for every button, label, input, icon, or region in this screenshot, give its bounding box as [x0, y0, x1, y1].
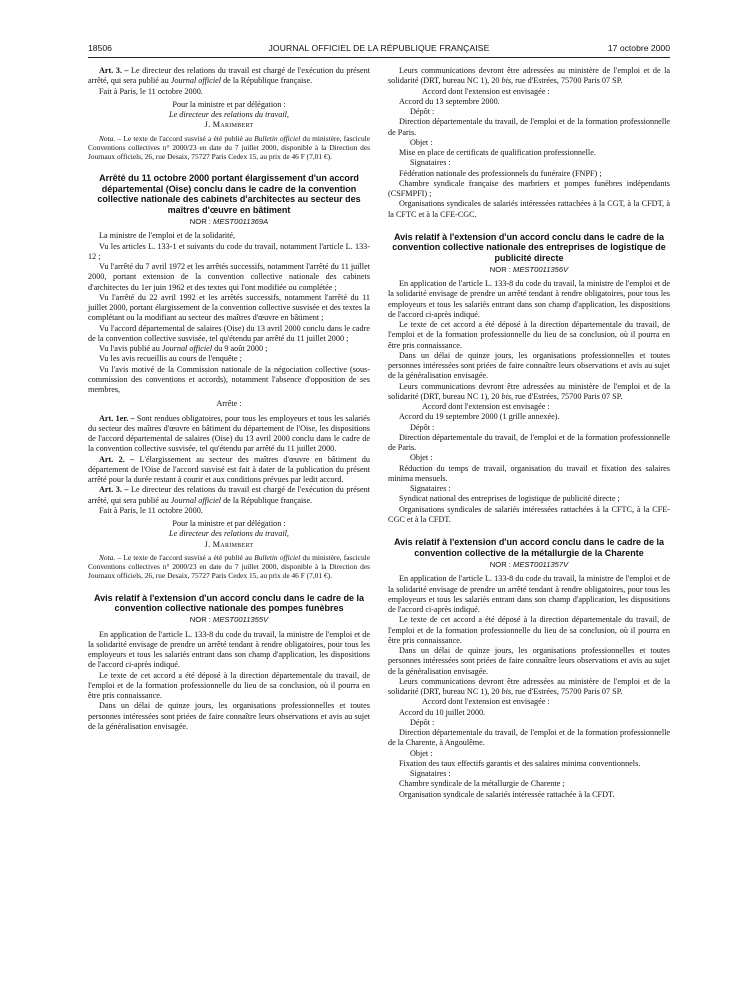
avis-2-depot-label: Dépôt :: [410, 422, 435, 432]
page-number: 18506: [88, 43, 112, 53]
avis-logistique-title: Avis relatif à l'extension d'un accord conclu dans le cadre de la convention collective nationale des entreprises de logistique de publicité directe: [392, 231, 666, 263]
ministre-line: La ministre de l'emploi et de la solidarité,: [99, 231, 236, 241]
signature-name-2: J. Marimbert: [204, 539, 254, 549]
avis-2-paragraph-1: En application de l'article L. 133-8 du code du travail, la ministre de l'emploi et de la solidarité envisage de prendre un arrêté tendant à rendre obligatoires, pour tous les employeurs et tous les salariés entrant dans son champ d'application, les dispositions de l'accord ci-après indiqué.: [388, 279, 670, 319]
nota-note-2: Nota. – Le texte de l'accord susvisé a été publié au Bulletin officiel du ministère, fascicule Conventions collectives n° 2000/23 en date du 7 juillet 2000, disponible à la Direction des Journaux officiels, 26, rue Desaix, 75727 Paris Cedex 15, au prix de 46 F (7,01 €).: [88, 552, 370, 581]
avis-3-signataire-1: Chambre syndicale de la métallurgie de Charente ;: [399, 779, 565, 789]
visa-6: Vu les avis recueillis au cours de l'enquête ;: [99, 354, 242, 364]
avis-3-paragraph-1: En application de l'article L. 133-8 du code du travail, la ministre de l'emploi et de la solidarité envisage de prendre un arrêté tendant à rendre obligatoires, pour tous les employeurs et tous les salariés entrant dans son champ d'application, les dispositions de l'accord ci-après indiqué.: [388, 574, 670, 615]
avis-2-paragraph-4: Leurs communications devront être adressées au ministère de l'emploi et de la solidarité (DRT, bureau NC 1), 20 bis, rue d'Estrées, 75700 Paris 07 SP.: [388, 381, 670, 401]
visa-4: Vu l'accord départemental de salaires (Oise) du 13 avril 2000 conclu dans le cadre de la convention collective susvisée, tel qu'étendu par arrêté du 11 juillet 2000 ;: [88, 323, 370, 343]
avis-2-paragraph-3: Dans un délai de quinze jours, les organisations professionnelles et toutes personnes intéressées sont priées de faire connaître leurs observations et avis au sujet de la généralisation envisagée.: [388, 350, 670, 381]
signature-delegation: Pour la ministre et par délégation :: [172, 99, 286, 109]
visa-2: Vu l'arrêté du 7 avril 1972 et les arrêtés successifs, notamment l'arrêté du 11 juillet 2000, portant extension de la convention collective nationale des cabinets d'architectes du 1er juin 1962 et des textes qui l'ont modifiée ou complétée ;: [88, 262, 370, 292]
right-column: [388, 66, 670, 800]
avis-1-objet-label: Objet :: [410, 137, 433, 147]
signature-name: J. Marimbert: [204, 120, 254, 130]
nor-reference-4: NOR : MEST0011357V: [489, 560, 569, 570]
avis-1-paragraph-2: Le texte de cet accord a été déposé à la direction départementale du travail, de l'emploi et de la formation professionnelle du lieu de sa conclusion, où il pourra en être pris connaissance.: [88, 670, 370, 701]
avis-3-paragraph-2: Le texte de cet accord a été déposé à la direction départementale du travail, de l'emploi et de la formation professionnelle du lieu de sa conclusion, où il pourra en être pris connaissance.: [388, 615, 670, 645]
nota-note: Nota. – Le texte de l'accord susvisé a été publié au Bulletin officiel du ministère, fascicule Conventions collectives n° 2000/23 en date du 7 juillet 2000, disponible à la Direction des Journaux officiels, 26, rue Desaix, 75727 Paris Cedex 15, au prix de 46 F (7,01 €).: [88, 133, 370, 162]
signature-title: Le directeur des relations du travail,: [169, 110, 289, 119]
avis-2-paragraph-2: Le texte de cet accord a été déposé à la direction départementale du travail, de l'emploi et de la formation professionnelle du lieu de sa conclusion, où il pourra en être pris connaissance.: [388, 320, 670, 350]
avis-1-accord-label: Accord dont l'extension est envisagée :: [422, 86, 550, 96]
avis-1-depot-label: Dépôt :: [410, 107, 435, 116]
avis-3-depot-label: Dépôt :: [410, 717, 435, 727]
visa-1: Vu les articles L. 133-1 et suivants du code du travail, notamment l'article L. 133-12 ;: [88, 241, 370, 261]
visa-3: Vu l'arrêté du 22 avril 1992 et les arrêtés successifs, notamment l'arrêté du 11 juillet 2000, portant élargissement de la convention collective susvisée et des textes la complétant ou la modifiant au secteur des maîtres d'œuvre en bâtiment ;: [88, 292, 370, 323]
article-1: Art. 1er. – Sont rendues obligatoires, pour tous les employeurs et tous les salariés du secteur des maîtres d'œuvre en bâtiment du département de l'Oise, les dispositions de l'accord départemental de salaires (Oise) du 13 avril 2000 conclu dans le cadre de la convention collective susvisée, tel qu'étendu par arrêté du 11 juillet 2000.: [88, 413, 370, 454]
article-3-first: Art. 3. – Le directeur des relations du travail est chargé de l'exécution du présent arrêté, qui sera publié au Journal officiel de la République française.: [88, 66, 370, 86]
avis-2-signataires-label: Signataires :: [410, 484, 451, 494]
avis-1-signataire-1: Fédération nationale des professionnels du funéraire (FNPF) ;: [399, 168, 602, 178]
fait-a-paris-2: Fait à Paris, le 11 octobre 2000.: [99, 505, 203, 515]
signature-title-2: Le directeur des relations du travail,: [169, 529, 289, 539]
avis-1-signataires-label: Signataires :: [410, 158, 451, 168]
avis-2-objet-text: Réduction du temps de travail, organisation du travail et fixation des salaires minima mensuels.: [388, 463, 670, 483]
avis-1-accord-text: Accord du 13 septembre 2000.: [399, 96, 500, 106]
avis-2-signataire-2: Organisations syndicales de salariés intéressées rattachées à la CFTC, à la CFE-CGC et à la CFDT.: [388, 504, 670, 524]
visa-5: Vu l'avis publié au Journal officiel du 9 août 2000 ;: [99, 344, 268, 354]
article-3-second: Art. 3. – Le directeur des relations du travail est chargé de l'exécution du présent arrêté, qui sera publié au Journal officiel de la République française.: [88, 485, 370, 505]
avis-3-signataire-2: Organisation syndicale de salariés intéressée rattachée à la CFDT.: [399, 789, 615, 799]
header-rule: [88, 57, 670, 58]
avis-1-paragraph-3: Dans un délai de quinze jours, les organisations professionnelles et toutes personnes intéressées sont priées de faire connaître leurs observations et avis au sujet de la généralisation envisagée.: [88, 701, 370, 731]
avis-3-objet-text: Fixation des taux effectifs garantis et des salaires minima conventionnels.: [399, 758, 641, 768]
avis-1-objet-text: Mise en place de certificats de qualification professionnelle.: [399, 148, 596, 157]
fait-a-paris: Fait à Paris, le 11 octobre 2000.: [99, 86, 203, 96]
avis-2-accord-text: Accord du 19 septembre 2000 (1 grille annexée).: [399, 412, 560, 422]
avis-2-objet-label: Objet :: [410, 453, 433, 463]
page-header: [88, 43, 670, 57]
avis-3-depot-text: Direction départementale du travail, de l'emploi et de la formation professionnelle de la Charente, à Angoulême.: [388, 728, 670, 748]
nor-reference-3: NOR : MEST0011356V: [489, 264, 569, 274]
avis-metallurgie-title: Avis relatif à l'extension d'un accord conclu dans le cadre de la convention collective de la métallurgie de la Charente: [393, 537, 665, 558]
article-2: Art. 2. – L'élargissement au secteur des maîtres d'œuvre en bâtiment du département de l'Oise de l'accord susvisé est fait à dater de la publication du présent arrêté pour la durée restant à courir et aux conditions prévues par ledit accord.: [88, 454, 370, 485]
avis-3-paragraph-3: Dans un délai de quinze jours, les organisations professionnelles et toutes personnes intéressées sont priées de faire connaître leurs observations et avis au sujet de la généralisation envisagée.: [388, 646, 670, 676]
avis-3-signataires-label: Signataires :: [410, 769, 451, 779]
avis-1-signataire-2: Chambre syndicale française des marbriers et pompes funèbres indépendants (CSFMPFI) ;: [388, 178, 670, 198]
arrete-heading: Arrête :: [216, 399, 242, 409]
avis-1-signataire-3: Organisations syndicales de salariés intéressées rattachées à la CGT, à la CFDT, à la CFTC et à la CFE-CGC.: [388, 199, 670, 219]
left-column: [88, 66, 370, 732]
signature-delegation-2: Pour la ministre et par délégation :: [172, 519, 286, 529]
nor-reference: NOR : MEST0011369A: [189, 217, 269, 227]
avis-3-objet-label: Objet :: [410, 748, 433, 758]
avis-3-paragraph-4: Leurs communications devront être adressées au ministère de l'emploi et de la solidarité (DRT, bureau NC 1), 20 bis, rue d'Estrées, 75700 Paris 07 SP.: [388, 676, 670, 697]
avis-1-depot-text: Direction départementale du travail, de l'emploi et de la formation professionnelle de Paris.: [388, 117, 670, 137]
avis-3-accord-text: Accord du 10 juillet 2000.: [399, 707, 486, 717]
visa-7: Vu l'avis motivé de la Commission nationale de la négociation collective (sous-commission des conventions et accords), notamment l'absence d'opposition de ses membres,: [88, 364, 370, 395]
avis-1-paragraph-4: Leurs communications devront être adressées au ministère de l'emploi et de la solidarité (DRT, bureau NC 1), 20 bis, rue d'Estrées, 75700 Paris 07 SP.: [388, 66, 670, 86]
avis-2-accord-label: Accord dont l'extension est envisagée :: [422, 402, 550, 412]
avis-1-paragraph-1: En application de l'article L. 133-8 du code du travail, la ministre de l'emploi et de la solidarité envisage de prendre un arrêté tendant à rendre obligatoires, pour tous les employeurs et tous les salariés entrant dans son champ d'application, les dispositions de l'accord ci-après indiqué.: [88, 629, 370, 670]
arrete-title: Arrêté du 11 octobre 2000 portant élargissement d'un accord départemental (Oise) conclu dans le cadre de la convention collective nationale des cabinets d'architectes au secteur des maîtres d'œuvre en bâtiment: [97, 173, 361, 215]
nor-reference-2: NOR : MEST0011355V: [189, 615, 269, 625]
journal-title: JOURNAL OFFICIEL DE LA RÉPUBLIQUE FRANÇAISE: [268, 43, 490, 53]
avis-3-accord-label: Accord dont l'extension est envisagée :: [422, 697, 550, 707]
avis-2-signataire-1: Syndicat national des entreprises de logistique de publicité directe ;: [399, 494, 620, 504]
issue-date: 17 octobre 2000: [607, 43, 670, 53]
avis-pompes-funebres-title: Avis relatif à l'extension d'un accord conclu dans le cadre de la convention collective nationale des pompes funèbres: [93, 592, 365, 614]
avis-2-depot-text: Direction départementale du travail, de l'emploi et de la formation professionnelle de Paris.: [388, 432, 670, 453]
